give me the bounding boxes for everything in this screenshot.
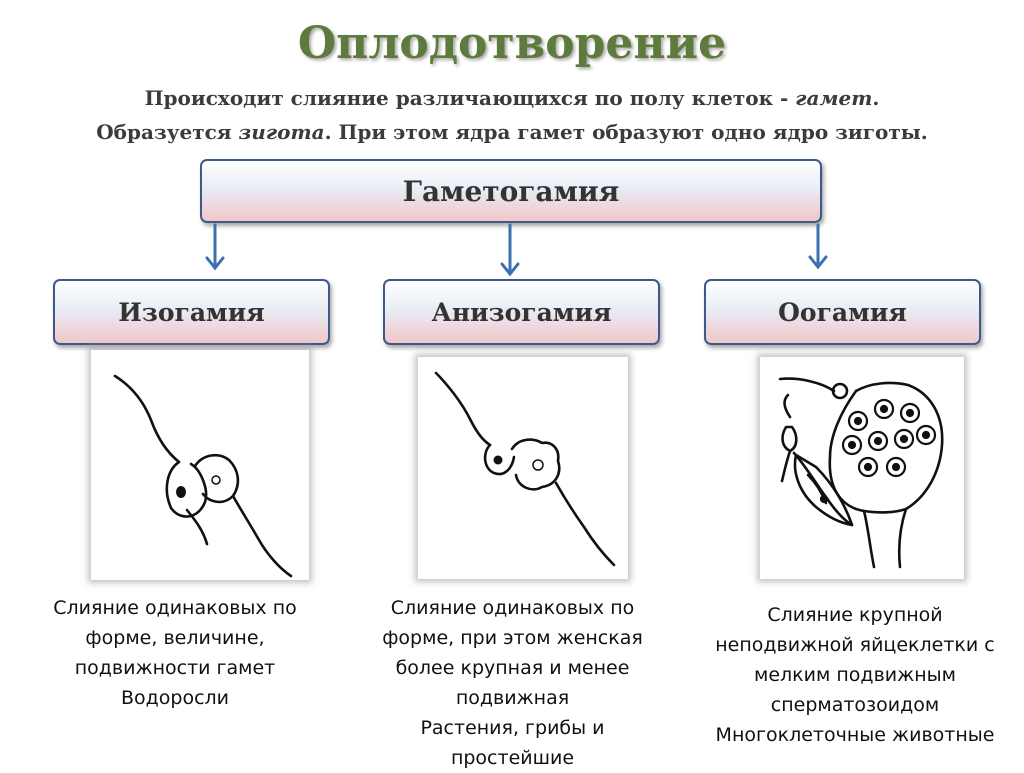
oogamy-description (690, 600, 1020, 750)
description-line: Многоклеточные животные (715, 724, 995, 746)
description-line: сперматозоидом (770, 694, 940, 716)
description-line: Растения, грибы и (420, 717, 605, 739)
intro-text: . При этом ядра гамет образуют одно ядро зиготы. (324, 120, 928, 144)
gametogamy-label: Гаметогамия (402, 174, 620, 208)
isogamy-figure (91, 350, 309, 580)
description-line: Слияние крупной (767, 604, 943, 626)
oogamy-figure (760, 357, 964, 579)
intro-text: Происходит слияние различающихся по полу клеток - (144, 86, 796, 110)
intro-term-zygote: зигота (238, 120, 325, 144)
anisogamy-label: Анизогамия (431, 297, 612, 327)
intro-text: . (872, 86, 880, 110)
anisogamy-illustration (418, 357, 628, 579)
anisogamy-figure (418, 357, 628, 579)
description-line: подвижная (455, 687, 570, 709)
oogamy-label: Оогамия (778, 297, 907, 327)
oogamy-illustration (760, 357, 964, 579)
isogamy-description (20, 593, 330, 713)
anisogamy-box (383, 279, 660, 345)
description-line: мелким подвижным (754, 664, 956, 686)
description-line: форме, при этом женская (382, 627, 643, 649)
isogamy-box (53, 279, 330, 345)
intro-text: Образуется (96, 120, 239, 144)
oogamy-box (704, 279, 981, 345)
description-line: неподвижной яйцеклетки с (715, 634, 995, 656)
intro-term-gametes: гамет (795, 86, 873, 110)
anisogamy-description (360, 593, 665, 773)
description-line: Водоросли (120, 687, 230, 709)
description-line: форме, величине, (85, 627, 265, 649)
isogamy-illustration (91, 350, 309, 580)
description-line: Слияние одинаковых по (390, 597, 635, 619)
description-line: Слияние одинаковых по (53, 597, 297, 619)
slide-title: Оплодотворение (297, 18, 727, 69)
description-line: простейшие (450, 747, 575, 769)
description-line: подвижности гамет (74, 657, 276, 679)
isogamy-label: Изогамия (118, 297, 265, 327)
description-line: более крупная и менее (395, 657, 630, 679)
